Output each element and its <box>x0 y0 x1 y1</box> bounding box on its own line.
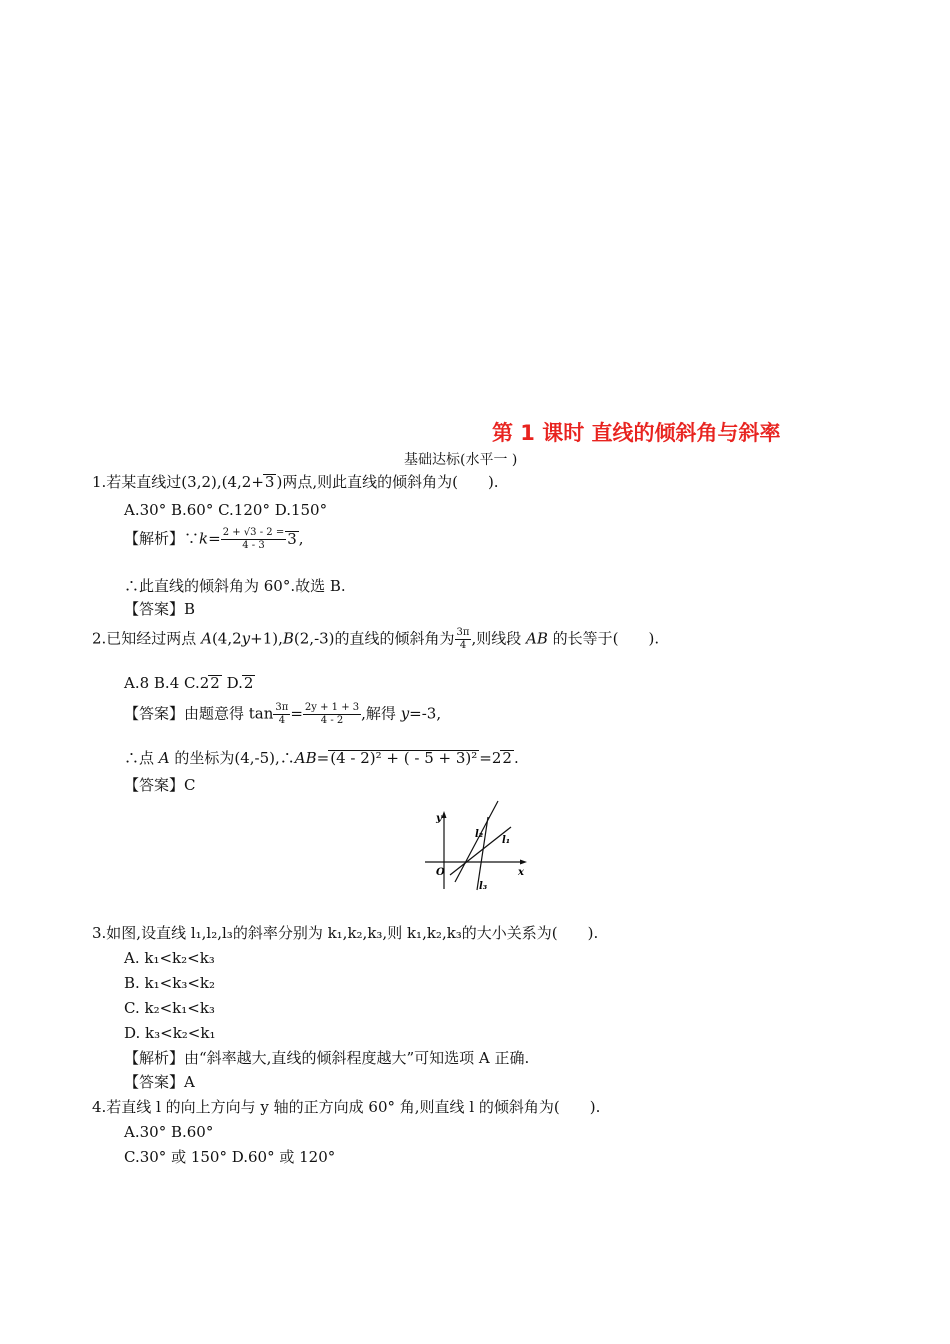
line-l2 <box>455 801 498 882</box>
q2-options <box>124 672 255 694</box>
q1-answer: 【答案】B <box>124 600 196 618</box>
q2-angle-num: 3π <box>456 627 470 638</box>
q3-stem: 3.如图,设直线 l₁,l₂,l₃的斜率分别为 k₁,k₂,k₃,则 k₁,k₂,k₃的大小关系为( ). <box>92 924 599 942</box>
q1-frac-den: 4 - 3 <box>242 540 265 551</box>
q2-point-a: A <box>201 629 212 648</box>
q2-tan-num: 3π <box>275 702 289 713</box>
q2-tan-fraction <box>273 702 290 727</box>
q3-analysis: 【解析】由“斜率越大,直线的倾斜程度越大”可知选项 A 正确. <box>124 1049 530 1067</box>
q2-coordinate-line <box>124 747 519 769</box>
q3-option-a: A. k₁<k₂<k₃ <box>124 949 215 967</box>
q1-stem <box>92 471 499 493</box>
q1-stem-start: 1.若某直线过(3,2),(4,2+ <box>92 473 264 491</box>
y-axis-arrow-icon <box>442 811 447 818</box>
q2-tan-den: 4 <box>278 715 286 726</box>
q2-point-b: B <box>282 629 294 648</box>
q2-segment-ab: AB <box>526 629 548 648</box>
q2-answer: 【答案】C <box>124 776 196 794</box>
q2-distance-result: =2 <box>479 749 502 767</box>
q2-distance-sqrt: (4 - 2)² + ( - 5 + 3)² <box>330 749 478 767</box>
q2-eq: = <box>290 704 303 723</box>
q2-coord-a: ∴点 <box>124 749 159 767</box>
q2-y-var: y <box>241 629 251 648</box>
q2-stem <box>92 627 659 652</box>
q2-answer-tag: 【答案】由题意得 tan <box>124 704 274 723</box>
q2-angle-fraction <box>455 627 472 652</box>
q2-distance-result-sqrt: 2 <box>502 749 512 767</box>
q1-analysis <box>124 527 304 552</box>
q2-coord-eq: = <box>316 749 330 767</box>
q2-coord-point-a: A <box>158 749 170 767</box>
q2-stem-e: ,则线段 <box>471 629 527 648</box>
q1-options: A.30° B.60° C.120° D.150° <box>124 501 328 519</box>
line-l2-label: l₂ <box>475 829 484 840</box>
q1-conclusion: ∴此直线的倾斜角为 60°.故选 B. <box>124 577 346 595</box>
q2-stem-c: +1), <box>250 629 283 648</box>
q2-coord-b: 的坐标为(4,-5),∴ <box>169 749 295 767</box>
q1-analysis-tag: 【解析】 <box>124 529 185 548</box>
q3-option-b: B. k₁<k₃<k₂ <box>124 974 216 992</box>
x-axis-label: x <box>518 867 524 878</box>
q3-option-c: C. k₂<k₁<k₃ <box>124 999 215 1017</box>
q2-solve-y: y <box>400 704 410 723</box>
q2-stem-b: (4,2 <box>211 629 242 648</box>
q2-ratio-den: 4 - 2 <box>320 715 344 726</box>
q1-stem-sqrt: 3 <box>264 473 275 491</box>
q2-stem-f: 的长等于( ). <box>547 629 660 648</box>
q1-fraction <box>221 527 287 552</box>
q2-distance-end: . <box>513 749 519 767</box>
q2-ratio-num: 2y + 1 + 3 <box>304 702 360 713</box>
q2-solve-val: =-3, <box>409 704 442 723</box>
q2-stem-d: (2,-3)的直线的倾斜角为 <box>293 629 455 648</box>
q2-stem-a: 2.已知经过两点 <box>92 629 202 648</box>
q1-k-var: k <box>199 529 209 548</box>
q2-opt-a: A.8 B.4 C.2 <box>124 674 210 692</box>
line-l3-label: l₃ <box>479 881 488 892</box>
slope-lines-figure <box>422 797 534 895</box>
q2-solve-text: ,解得 <box>361 704 401 723</box>
q4-options-2: C.30° 或 150° D.60° 或 120° <box>124 1148 336 1166</box>
q3-option-d: D. k₃<k₂<k₁ <box>124 1024 216 1042</box>
q2-coord-ab: AB <box>294 749 317 767</box>
origin-label: O <box>436 867 445 878</box>
q1-eq: = <box>208 529 221 548</box>
q2-opt-d-sqrt: 2 <box>243 674 254 692</box>
q1-since: ∵ <box>184 529 200 548</box>
q3-answer: 【答案】A <box>124 1073 195 1091</box>
q2-angle-den: 4 <box>459 640 467 651</box>
x-axis-arrow-icon <box>520 860 527 865</box>
q2-ratio-fraction <box>303 702 361 727</box>
y-axis-label: y <box>436 813 442 824</box>
line-l3 <box>477 817 488 890</box>
q2-opt-d: D. <box>221 674 243 692</box>
q1-stem-end: )两点,则此直线的倾斜角为( ). <box>276 473 499 491</box>
q1-comma: , <box>298 529 304 548</box>
q2-solution <box>124 702 441 727</box>
q4-options-1: A.30° B.60° <box>124 1123 214 1141</box>
page-title: 第 1 课时 直线的倾斜角与斜率 <box>492 421 781 445</box>
q1-result-sqrt: 3 <box>287 529 297 548</box>
section-label: 基础达标(水平一 ) <box>404 452 518 468</box>
q4-stem: 4.若直线 l 的向上方向与 y 轴的正方向成 60° 角,则直线 l 的倾斜角为( ). <box>92 1098 601 1116</box>
q2-opt-c-sqrt: 2 <box>210 674 220 692</box>
line-l1-label: l₁ <box>502 835 511 846</box>
q1-frac-num: 2 + √3 - 2 = <box>222 527 285 538</box>
